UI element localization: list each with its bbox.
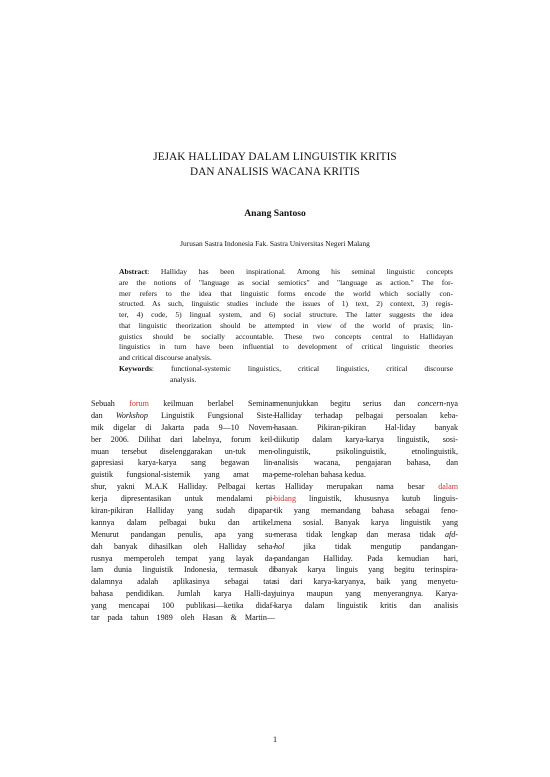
abstract-line: guistics should be socially accountable. These two concepts central to Hallidayan <box>119 331 453 341</box>
keywords-line <box>119 363 453 374</box>
abstract-line: structed. As such, linguistic studies include the issues of 1) text, 2) context, 3) regis- <box>119 299 453 309</box>
body-line: juinya maupun yang menyerangnya. Karya- <box>274 589 458 599</box>
body-line: muan tersebut diselenggarakan un-tuk men- <box>91 446 275 456</box>
body-line: rusnya memperoleh tempat yang layak da- <box>91 553 275 563</box>
body-line: pandangan Halliday. Pada kemudian hari, <box>274 553 458 563</box>
body-line: lam dunia linguistik Indonesia, termasuk di <box>91 565 275 575</box>
highlighted-word: dalam <box>438 482 458 492</box>
body-line: banyak karya linguis yang begitu terinspira- <box>274 565 458 575</box>
body-text: Sebuah <box>91 399 130 408</box>
highlighted-word: forum <box>129 399 149 408</box>
body-text: linguistik, khususnya kutub linguis- <box>296 494 458 504</box>
author-affiliation: Jurusan Sastra Indonesia Fak. Sastra Universitas Negeri Malang <box>180 239 370 248</box>
keywords-label: Keywords <box>119 364 152 373</box>
keywords <box>119 363 453 385</box>
body-text: merasa tidak lengkap dan merasa tidak <box>274 529 445 539</box>
italic-term: hol <box>274 541 285 551</box>
body-line: bahasa pendidikan. Jumlah karya Halli-day <box>91 589 275 599</box>
body-line: hasaan. Pikiran-pikiran Hal-liday banyak <box>274 422 458 432</box>
body-line <box>91 410 275 422</box>
abstract-line: that linguistic theorization should be attempted in view of the world of praxis; lin- <box>119 320 453 330</box>
body-line <box>91 398 275 410</box>
body-line: kannya dalam pelbagai buku dan artikel. <box>91 517 275 527</box>
body-line <box>274 529 458 541</box>
body-line: karya dalam linguistik kritis dan analisis <box>274 601 458 611</box>
body-text: dan <box>91 410 116 420</box>
keywords-line: analysis. <box>170 375 197 384</box>
body-text: Linguistik Fungsional Siste- <box>147 410 275 420</box>
body-line: guistik fungsional-sistemik yang amat ma- <box>91 470 275 480</box>
body-line: peme-rolehan bahasa kedua. <box>274 470 366 480</box>
body-line: Halliday terhadap pelbagai persoalan keba- <box>274 410 458 420</box>
body-line: yang mencapai 100 publikasi—ketika didaf- <box>91 601 275 611</box>
abstract-line: mer refers to the idea that linguistic forms encode the world which socially con- <box>119 288 453 298</box>
author-name: Anang Santoso <box>244 208 306 219</box>
body-line: dah banyak dihasilkan oleh Halliday seha- <box>91 541 275 551</box>
body-line <box>274 398 458 410</box>
abstract-label: Abstract <box>119 267 148 276</box>
body-line: mena sosial. Banyak karya linguistik yang <box>274 517 458 527</box>
body-text: menunjukkan begitu serius dan <box>274 399 418 408</box>
body-line <box>274 493 458 505</box>
body-line: analisis wacana, pengajaran bahasa, dan <box>274 458 458 468</box>
body-line: olinguistik, psikolinguistik, etnolinguistik, <box>274 446 458 456</box>
highlighted-word: bidang <box>274 494 297 504</box>
body-line: si dari karya-karyanya, baik yang menyetu- <box>274 577 458 587</box>
body-column-right <box>274 398 458 612</box>
italic-term: concern <box>417 399 444 408</box>
paper-title-line-2: DAN ANALISIS WACANA KRITIS <box>190 166 360 178</box>
body-text: jika tidak mengutip pandangan- <box>284 541 458 551</box>
body-line: kerja dipresentasikan untuk mendalami pi- <box>91 494 275 504</box>
body-line: mik digelar di Jakarta pada 9—10 Novem- <box>91 422 275 432</box>
paper-title-line-1: JEJAK HALLIDAY DALAM LINGUISTIK KRITIS <box>153 151 397 163</box>
body-line <box>274 481 458 493</box>
body-line: kiran-pikiran Halliday yang sudah dipapar- <box>91 506 275 516</box>
body-line: Menurut pandangan penulis, apa yang su- <box>91 529 275 539</box>
body-line: tar pada tahun 1989 oleh Hasan & Martin— <box>91 613 275 623</box>
body-line: dalamnya adalah aplikasinya sebagai tata <box>91 577 275 587</box>
body-column-left <box>91 398 275 624</box>
abstract-line: linguistics in turn have been influential to development of critical linguistic theories <box>119 342 453 352</box>
italic-term: afd- <box>444 529 458 539</box>
abstract <box>119 267 453 364</box>
body-text: -nya <box>443 399 458 408</box>
body-line: gapresiasi karya-karya sang begawan lin- <box>91 458 275 468</box>
abstract-line: ter, 4) code, 5) lingual system, and 6) social structure. The latter suggests the idea <box>119 310 453 319</box>
body-line: tik yang memandang bahasa sebagai feno- <box>274 506 458 516</box>
italic-term: Workshop <box>115 410 148 420</box>
abstract-text: : Halliday has been inspirational. Among his seminal linguistic concepts <box>147 267 453 276</box>
body-text: Halliday merupakan nama besar <box>285 482 439 492</box>
abstract-line <box>119 267 453 278</box>
body-line: ber 2006. Dilihat dari labelnya, forum keil- <box>91 434 275 444</box>
abstract-line: are the notions of "language as social semiotics" and "language as action." The for- <box>119 277 453 287</box>
page-number: 1 <box>272 735 278 744</box>
body-line <box>274 541 458 553</box>
body-text: keilmuan berlabel Seminar <box>148 399 275 408</box>
body-line: shur, yakni M.A.K Halliday. Pelbagai kertas <box>91 482 275 492</box>
abstract-line: and critical discourse analysis. <box>119 353 212 362</box>
body-line: diikutip dalam karya-karya linguistik, sosi- <box>274 434 458 444</box>
keywords-text: : functional-systemic linguistics, critical linguistics, critical discourse <box>151 364 453 373</box>
